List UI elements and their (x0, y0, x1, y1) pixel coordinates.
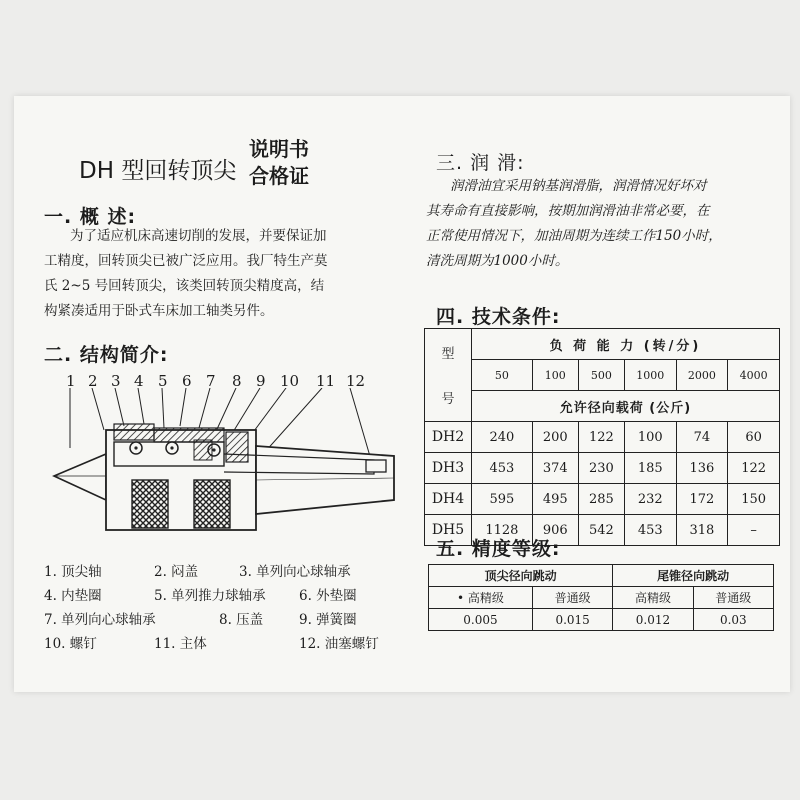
model-label-top: 型 (441, 347, 455, 362)
load-cell: 542 (578, 515, 624, 546)
load-cell: 185 (624, 453, 676, 484)
model-column-header (425, 329, 472, 422)
subtitle-certificate: 合格证 (249, 164, 309, 188)
load-cell: 200 (532, 422, 578, 453)
lubrication-line: 其寿命有直接影响，按期加润滑油非常必要，在 (426, 203, 710, 219)
grade-cell: 高精级 (613, 587, 693, 609)
callout-11: 11 (316, 372, 336, 390)
callout-5: 5 (158, 372, 168, 390)
callout-12: 12 (346, 372, 366, 390)
callout-1: 1 (66, 372, 76, 390)
load-cell: 1128 (472, 515, 533, 546)
load-cell: 453 (472, 453, 533, 484)
model-cell: DH2 (425, 422, 472, 453)
part-item: 9. 弹簧圈 (299, 612, 357, 628)
load-cell: 240 (472, 422, 533, 453)
load-cell: 374 (532, 453, 578, 484)
part-item: 3. 单列向心球轴承 (239, 564, 351, 580)
load-cell: 318 (676, 515, 728, 546)
head-runout-header: 顶尖径向跳动 (429, 565, 613, 587)
callout-10: 10 (280, 372, 300, 390)
speed-cell: 50 (472, 360, 533, 391)
overview-line: 构紧凑适用于卧式车床加工轴类另件。 (44, 303, 274, 319)
callout-2: 2 (88, 372, 98, 390)
part-item: 8. 压盖 (219, 612, 264, 628)
model-label-bottom: 号 (441, 392, 455, 407)
load-cell: 122 (578, 422, 624, 453)
taper-runout-header: 尾锥径向跳动 (613, 565, 774, 587)
speed-cell: 2000 (676, 360, 728, 391)
grade-cell: • 高精级 (429, 587, 533, 609)
model-cell: DH4 (425, 484, 472, 515)
load-cell: 136 (676, 453, 728, 484)
callout-9: 9 (256, 372, 266, 390)
speed-cell: 1000 (624, 360, 676, 391)
part-item: 1. 顶尖轴 (44, 564, 102, 580)
parts-row (44, 606, 399, 630)
parts-row (44, 630, 399, 654)
load-cell: 100 (624, 422, 676, 453)
load-cell: 60 (728, 422, 780, 453)
document-title: DH 型回转顶尖 (79, 158, 237, 184)
live-center-drawing (44, 388, 399, 548)
section-structure-heading: 二. 结构简介: (44, 344, 169, 366)
load-cell: 232 (624, 484, 676, 515)
load-capacity-header: 负 荷 能 力 (转/分) (472, 329, 780, 360)
load-cell: 906 (532, 515, 578, 546)
left-column (44, 96, 399, 692)
parts-list (44, 558, 399, 654)
tolerance-cell: 0.015 (532, 609, 612, 631)
overview-line: 氏 2~5 号回转顶尖，该类回转顶尖精度高，结 (44, 278, 325, 294)
load-cell: 495 (532, 484, 578, 515)
overview-line: 为了适应机床高速切削的发展，并要保证加 (70, 228, 327, 244)
load-cell: 453 (624, 515, 676, 546)
lubrication-line: 清洗周期为1000小时。 (426, 253, 569, 269)
tolerance-cell: 0.005 (429, 609, 533, 631)
subtitle-manual: 说明书 (249, 137, 309, 161)
section-precision-heading: 五. 精度等级: (436, 538, 561, 560)
part-item: 11. 主体 (154, 636, 207, 652)
part-item: 4. 内垫圈 (44, 588, 102, 604)
callout-6: 6 (182, 372, 192, 390)
tolerance-cell: 0.012 (613, 609, 693, 631)
section-overview-body (44, 224, 399, 324)
load-cell: 230 (578, 453, 624, 484)
document-subtitle (249, 136, 309, 190)
part-item: 12. 油塞螺钉 (299, 636, 379, 652)
section-overview-heading: 一. 概 述: (44, 206, 137, 228)
instruction-sheet (14, 96, 790, 692)
lubrication-line: 润滑油宜采用钠基润滑脂，润滑情况好坏对 (450, 178, 707, 194)
callout-7: 7 (206, 372, 216, 390)
part-item: 5. 单列推力球轴承 (154, 588, 266, 604)
lubrication-line: 正常使用情况下，加油周期为连续工作150小时， (426, 228, 722, 244)
table-row (425, 484, 780, 515)
speed-cell: 4000 (728, 360, 780, 391)
load-cell: 122 (728, 453, 780, 484)
callout-3: 3 (111, 372, 121, 390)
part-item: 7. 单列向心球轴承 (44, 612, 156, 628)
section-specs-heading: 四. 技术条件: (436, 306, 561, 328)
grade-cell: 普通级 (532, 587, 612, 609)
section-lubrication-heading: 三. 润 滑: (436, 152, 525, 174)
tolerance-cell: 0.03 (693, 609, 773, 631)
load-cell: – (728, 515, 780, 546)
parts-row (44, 582, 399, 606)
load-cell: 595 (472, 484, 533, 515)
load-cell: 150 (728, 484, 780, 515)
precision-table (428, 564, 774, 631)
section-lubrication-body (414, 174, 784, 274)
speed-cell: 500 (578, 360, 624, 391)
callout-8: 8 (232, 372, 242, 390)
model-cell: DH3 (425, 453, 472, 484)
callout-4: 4 (134, 372, 144, 390)
part-item: 6. 外垫圈 (299, 588, 357, 604)
overview-line: 工精度，回转顶尖已被广泛应用。我厂特生产莫 (44, 253, 328, 269)
parts-row (44, 558, 399, 582)
table-row (425, 422, 780, 453)
right-column (414, 96, 784, 692)
part-item: 2. 闷盖 (154, 564, 199, 580)
radial-load-header: 允许径向载荷 (公斤) (472, 391, 780, 422)
specs-table (424, 328, 780, 546)
load-cell: 172 (676, 484, 728, 515)
grade-cell: 普通级 (693, 587, 773, 609)
load-cell: 285 (578, 484, 624, 515)
load-cell: 74 (676, 422, 728, 453)
speed-cell: 100 (532, 360, 578, 391)
part-item: 10. 螺钉 (44, 636, 97, 652)
model-cell: DH5 (425, 515, 472, 546)
table-row (425, 453, 780, 484)
